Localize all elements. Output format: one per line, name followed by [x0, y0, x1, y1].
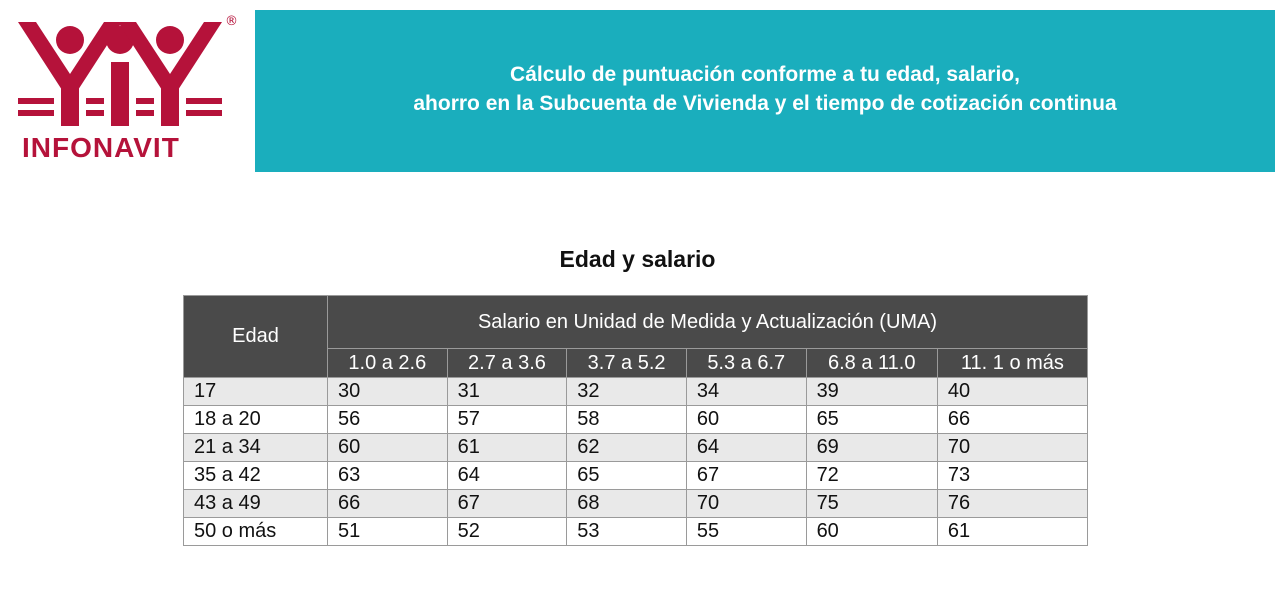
score-cell: 32 [567, 378, 687, 406]
registered-mark: ® [225, 14, 238, 29]
range-header: 2.7 a 3.6 [447, 349, 567, 378]
score-cell: 66 [937, 406, 1087, 434]
score-cell: 70 [937, 434, 1087, 462]
age-cell: 21 a 34 [184, 434, 328, 462]
age-column-header: Edad [184, 296, 328, 378]
table-row [184, 434, 1088, 462]
age-cell: 50 o más [184, 518, 328, 546]
score-cell: 51 [328, 518, 448, 546]
score-cell: 57 [447, 406, 567, 434]
score-table [183, 295, 1088, 546]
score-cell: 64 [447, 462, 567, 490]
range-header: 6.8 a 11.0 [806, 349, 937, 378]
score-cell: 60 [686, 406, 806, 434]
score-cell: 61 [937, 518, 1087, 546]
score-cell: 34 [686, 378, 806, 406]
score-cell: 31 [447, 378, 567, 406]
score-cell: 64 [686, 434, 806, 462]
table-body [184, 378, 1088, 546]
score-cell: 53 [567, 518, 687, 546]
table-row [184, 490, 1088, 518]
table-row [184, 406, 1088, 434]
score-cell: 30 [328, 378, 448, 406]
banner-title-line-1: Cálculo de puntuación conforme a tu edad, salario, [510, 63, 1020, 86]
table-row [184, 378, 1088, 406]
score-cell: 69 [806, 434, 937, 462]
score-cell: 40 [937, 378, 1087, 406]
score-cell: 62 [567, 434, 687, 462]
header-row-top [184, 296, 1088, 349]
age-cell: 35 a 42 [184, 462, 328, 490]
score-cell: 67 [686, 462, 806, 490]
score-cell: 72 [806, 462, 937, 490]
score-cell: 66 [328, 490, 448, 518]
age-cell: 17 [184, 378, 328, 406]
table-row [184, 462, 1088, 490]
salary-group-header: Salario en Unidad de Medida y Actualización (UMA) [328, 296, 1088, 349]
banner-title-line-2: ahorro en la Subcuenta de Vivienda y el tiempo de cotización continua [413, 92, 1117, 115]
table-header [184, 296, 1088, 378]
age-cell: 43 a 49 [184, 490, 328, 518]
score-cell: 65 [567, 462, 687, 490]
range-header: 1.0 a 2.6 [328, 349, 448, 378]
infonavit-logo-mark [18, 12, 228, 132]
score-cell: 58 [567, 406, 687, 434]
score-cell: 73 [937, 462, 1087, 490]
score-cell: 70 [686, 490, 806, 518]
range-header: 5.3 a 6.7 [686, 349, 806, 378]
score-cell: 65 [806, 406, 937, 434]
score-cell: 60 [328, 434, 448, 462]
range-header: 3.7 a 5.2 [567, 349, 687, 378]
score-cell: 63 [328, 462, 448, 490]
section-title: Edad y salario [559, 246, 716, 272]
logo-wordmark: INFONAVIT [22, 132, 180, 163]
score-cell: 55 [686, 518, 806, 546]
score-cell: 68 [567, 490, 687, 518]
infonavit-logo [18, 12, 248, 162]
score-cell: 39 [806, 378, 937, 406]
score-cell: 56 [328, 406, 448, 434]
score-cell: 61 [447, 434, 567, 462]
age-cell: 18 a 20 [184, 406, 328, 434]
score-cell: 52 [447, 518, 567, 546]
score-cell: 60 [806, 518, 937, 546]
score-cell: 75 [806, 490, 937, 518]
score-cell: 76 [937, 490, 1087, 518]
title-banner [255, 10, 1275, 172]
table-row [184, 518, 1088, 546]
score-cell: 67 [447, 490, 567, 518]
range-header: 11. 1 o más [937, 349, 1087, 378]
